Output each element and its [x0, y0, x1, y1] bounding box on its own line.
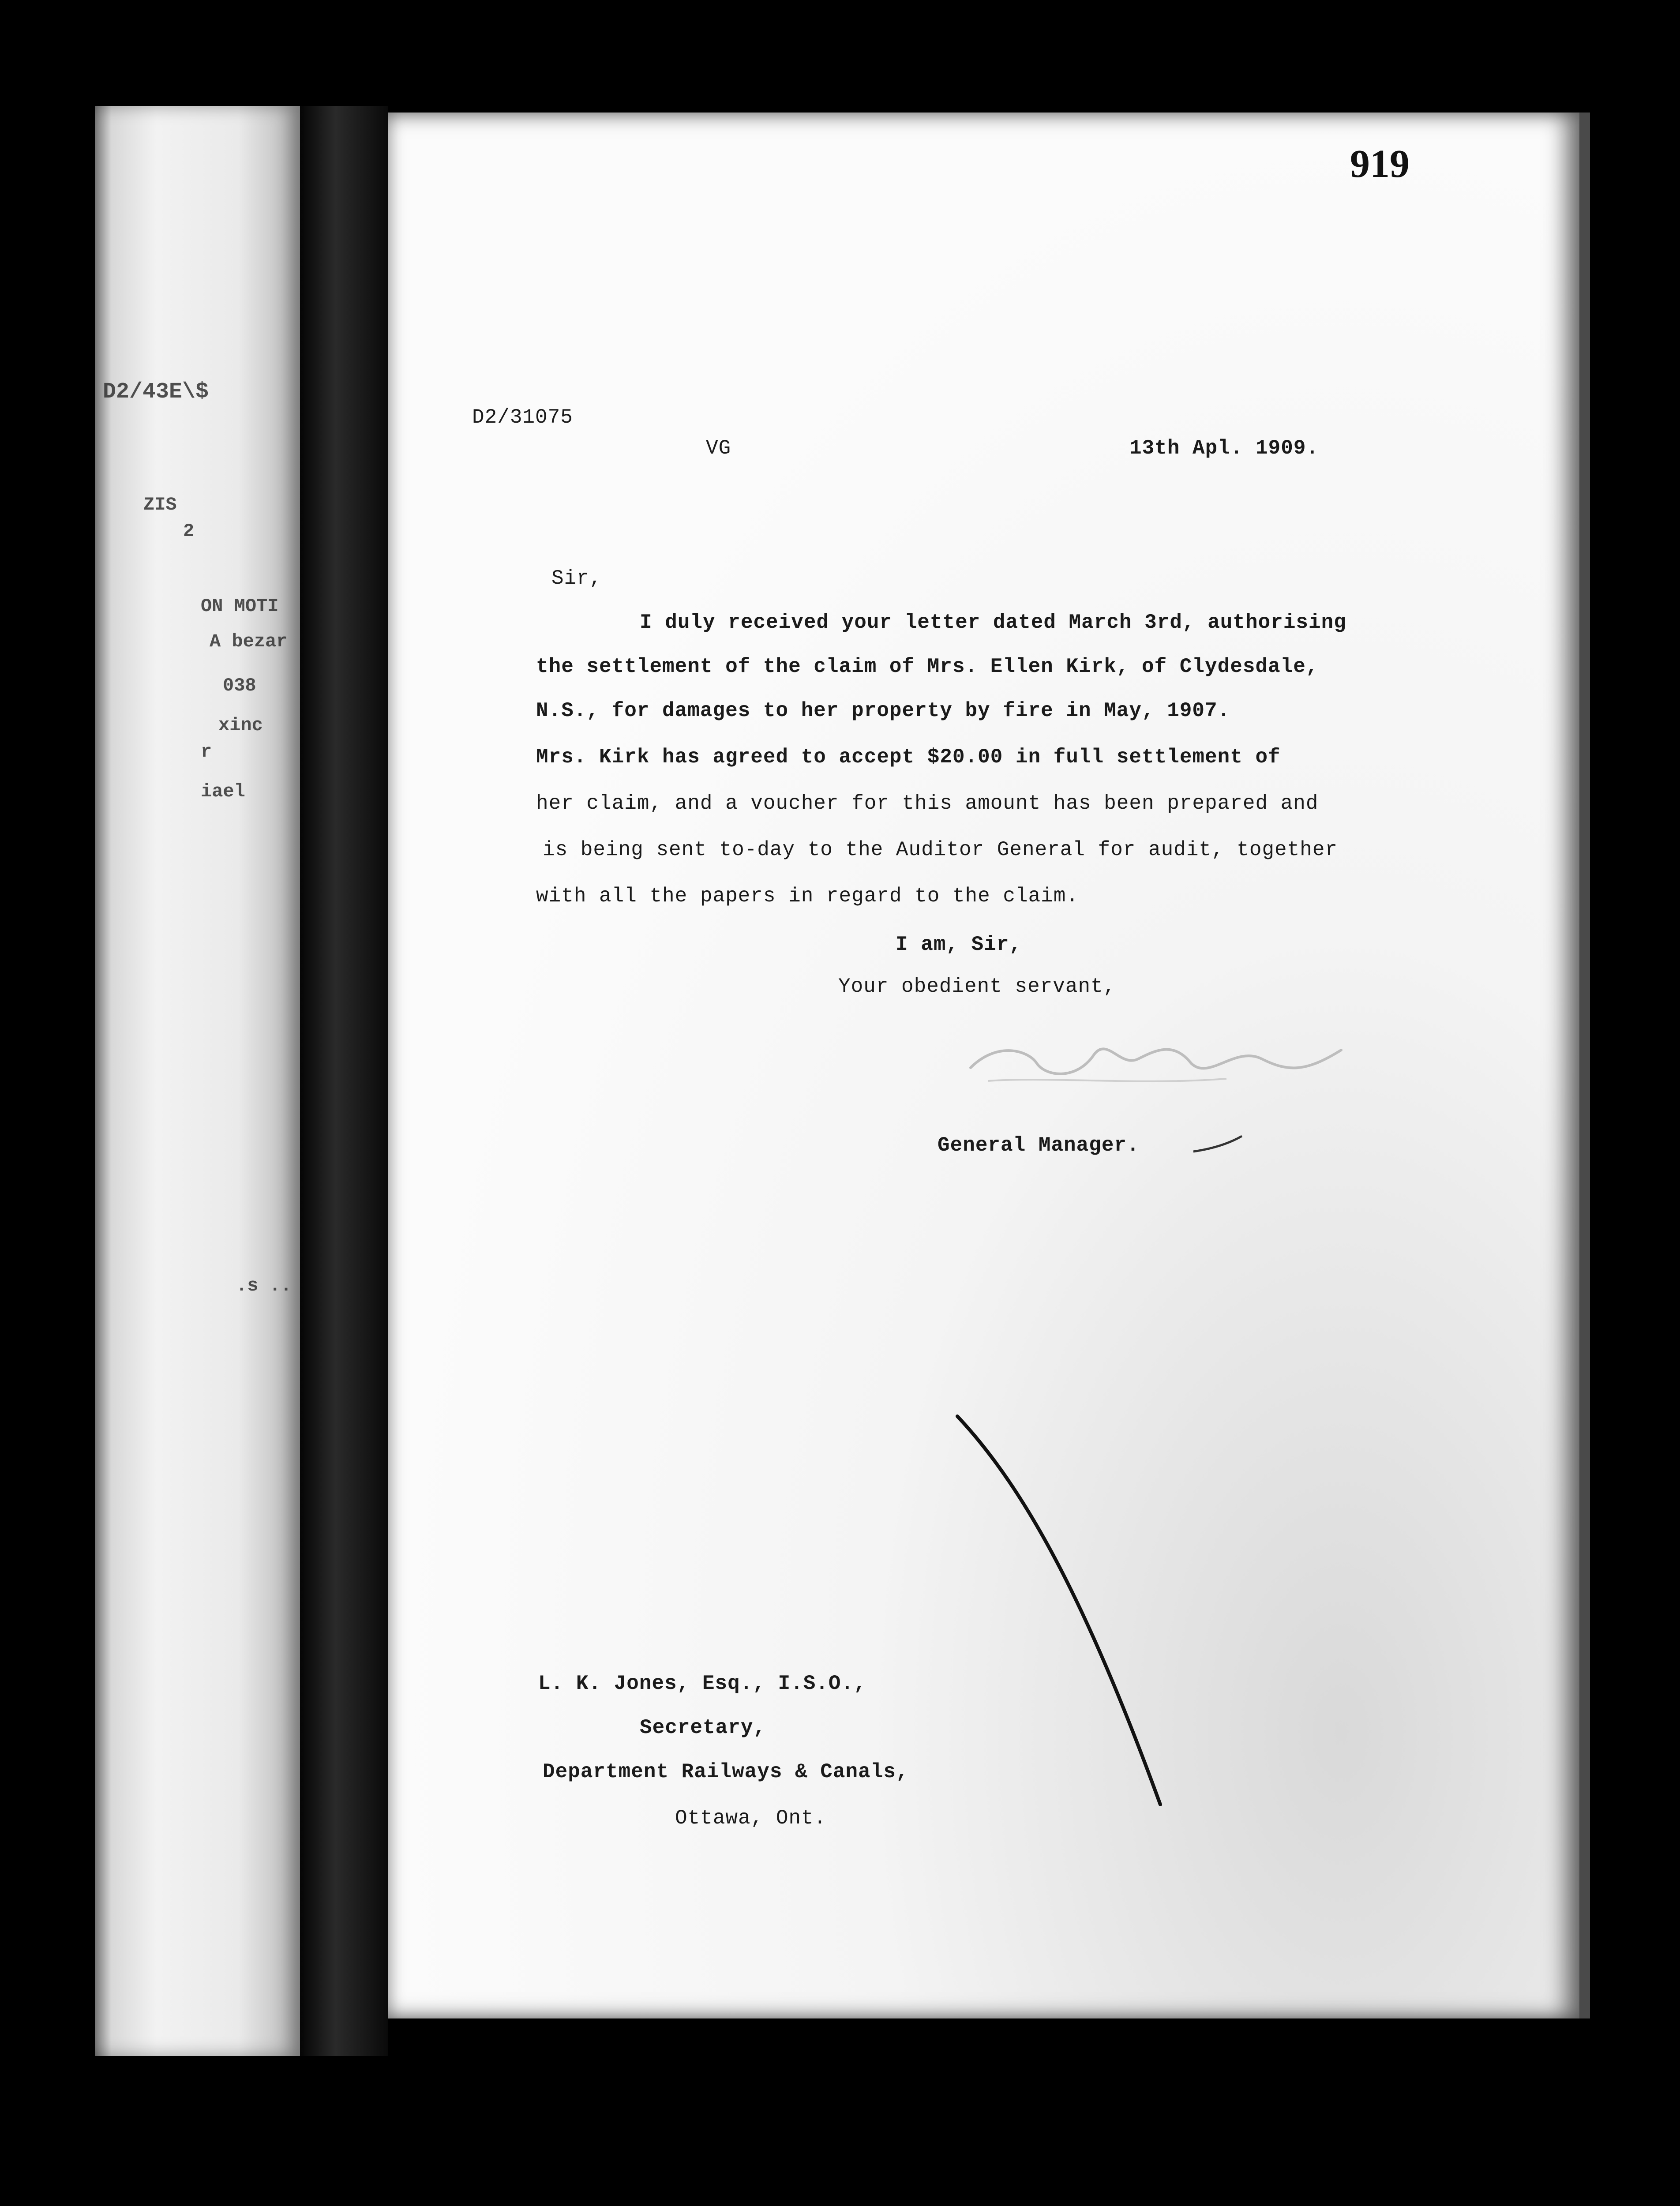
- pencil-mark-icon: [949, 1412, 1169, 1809]
- addressee-line: Secretary,: [640, 1716, 766, 1739]
- body-line: Mrs. Kirk has agreed to accept $20.00 in full settlement of: [536, 746, 1281, 769]
- pen-mark-icon: [1191, 1132, 1244, 1158]
- addressee-line: L. K. Jones, Esq., I.S.O.,: [538, 1672, 866, 1695]
- fragment-text: r: [201, 741, 212, 762]
- signer-title: General Manager.: [938, 1134, 1140, 1157]
- fragment-text: D2/43E\$: [103, 379, 209, 405]
- file-reference: D2/31075: [472, 406, 573, 429]
- fragment-text: ZIS: [143, 494, 177, 515]
- page-number: 919: [1350, 142, 1410, 186]
- handwritten-signature: [962, 1015, 1368, 1103]
- facing-page: [95, 106, 300, 2056]
- fragment-text: ON MOTI: [201, 596, 279, 617]
- addressee-line: Department Railways & Canals,: [543, 1760, 909, 1783]
- body-line: the settlement of the claim of Mrs. Ellen Kirk, of Clydesdale,: [536, 655, 1319, 678]
- body-line: N.S., for damages to her property by fire in May, 1907.: [536, 699, 1230, 722]
- fragment-text: 2: [183, 521, 195, 542]
- book-spine: [300, 106, 388, 2056]
- body-line: with all the papers in regard to the claim.: [536, 885, 1079, 908]
- typist-initials: VG: [706, 437, 731, 460]
- salutation: Sir,: [551, 567, 602, 590]
- fragment-text: .s ..: [236, 1275, 292, 1296]
- fragment-text: xinc: [218, 715, 263, 736]
- body-line: her claim, and a voucher for this amount has been prepared and: [536, 792, 1319, 815]
- letter-date: 13th Apl. 1909.: [1129, 437, 1319, 460]
- fragment-text: 038: [223, 675, 256, 696]
- closing-line: Your obedient servant,: [838, 975, 1116, 998]
- addressee-line: Ottawa, Ont.: [675, 1807, 827, 1830]
- body-line: I duly received your letter dated March 3rd, authorising: [640, 611, 1346, 634]
- body-line: is being sent to-day to the Auditor General for audit, together: [543, 838, 1338, 861]
- fragment-text: iael: [201, 781, 245, 802]
- closing-line: I am, Sir,: [896, 933, 1022, 956]
- fragment-text: A bezar: [210, 631, 288, 652]
